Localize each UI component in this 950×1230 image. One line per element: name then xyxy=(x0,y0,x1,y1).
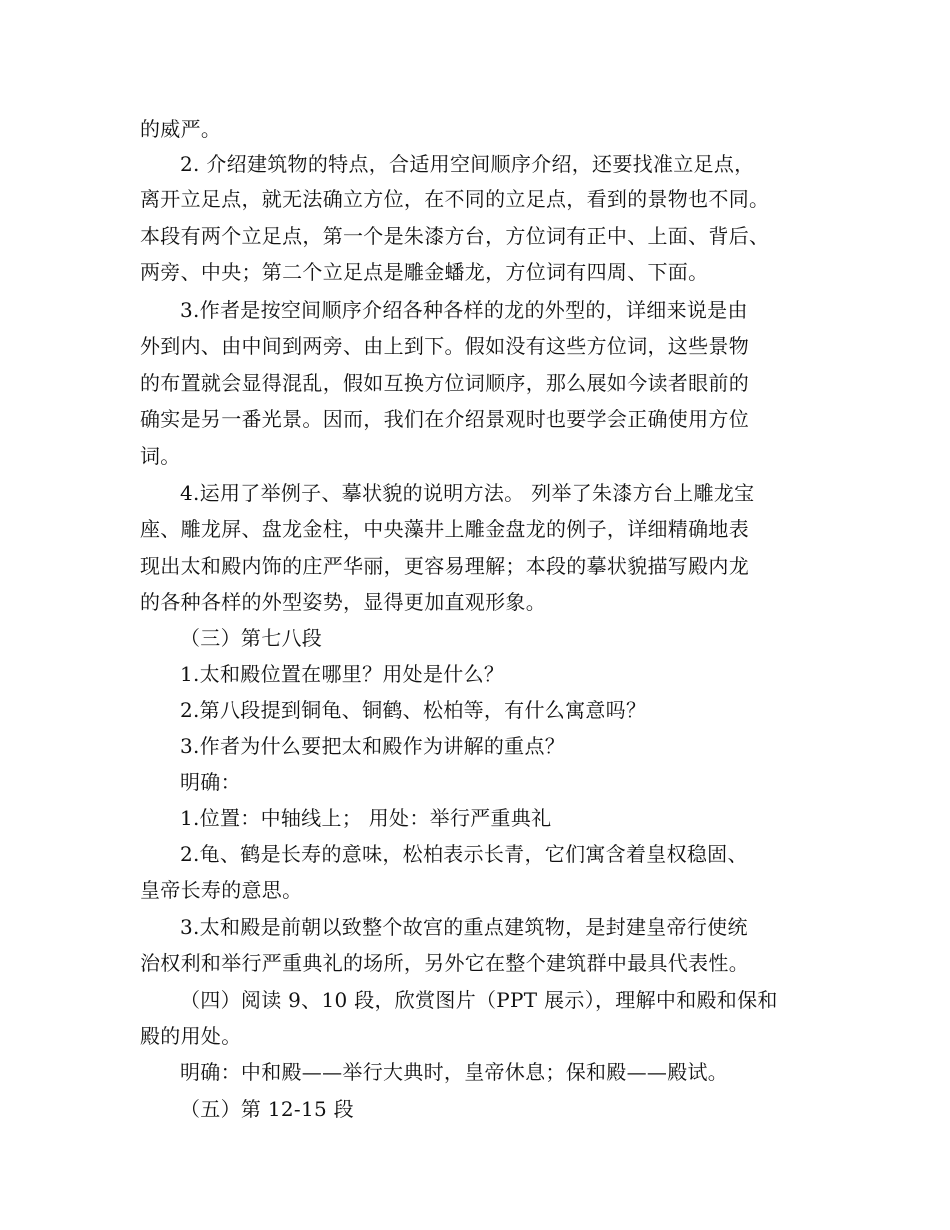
text-line: 3.作者是按空间顺序介绍各种各样的龙的外型的，详细来说是由 xyxy=(180,298,748,322)
text-line: 离开立足点，就无法确立方位，在不同的立足点，看到的景物也不同。 xyxy=(140,187,770,211)
text-line: 的布置就会显得混乱，假如互换方位词顺序，那么展如今读者眼前的 xyxy=(140,371,749,395)
text-line: 座、雕龙屏、盘龙金柱，中央藻井上雕金盘龙的例子，详细精确地表 xyxy=(140,517,749,541)
text-line: 的各种各样的外型姿势，显得更加直观形象。 xyxy=(140,590,546,614)
text-line: 本段有两个立足点，第一个是朱漆方台，方位词有正中、上面、背后、 xyxy=(140,224,770,248)
text-line: 的威严。 xyxy=(140,117,222,141)
text-line: 4.运用了举例子、摹状貌的说明方法。 列举了朱漆方台上雕龙宝 xyxy=(180,481,755,505)
text-line: 2. 介绍建筑物的特点，合适用空间顺序介绍，还要找准立足点， xyxy=(180,152,755,176)
text-line: 明确：中和殿——举行大典时，皇帝休息；保和殿——殿试。 xyxy=(180,1060,729,1084)
text-line: 2.第八段提到铜龟、铜鹤、松柏等，有什么寓意吗？ xyxy=(180,698,647,722)
section-heading: （三）第七八段 xyxy=(180,626,323,650)
section-heading: （四）阅读 9、10 段，欣赏图片（PPT 展示），理解中和殿和保和 xyxy=(180,988,778,1012)
section-heading: （五）第 12-15 段 xyxy=(180,1097,354,1121)
text-line: 外到内、由中间到两旁、由上到下。假如没有这些方位词，这些景物 xyxy=(140,334,749,358)
text-line: 2.龟、鹤是长寿的意味，松柏表示长青，它们寓含着皇权稳固、 xyxy=(180,842,748,866)
text-line: 治权利和举行严重典礼的场所，另外它在整个建筑群中最具代表性。 xyxy=(140,951,749,975)
text-line: 确实是另一番光景。因而，我们在介绍景观时也要学会正确使用方位 xyxy=(140,407,749,431)
text-line: 1.太和殿位置在哪里？用处是什么？ xyxy=(180,662,505,686)
text-line: 明确： xyxy=(180,770,241,794)
text-line: 两旁、中央；第二个立足点是雕金蟠龙，方位词有四周、下面。 xyxy=(140,260,709,284)
text-line: 皇帝长寿的意思。 xyxy=(140,878,303,902)
text-line: 1.位置：中轴线上； 用处：举行严重典礼 xyxy=(180,806,552,830)
text-line: 词。 xyxy=(140,444,181,468)
text-line: 3.作者为什么要把太和殿作为讲解的重点？ xyxy=(180,734,566,758)
text-line: 3.太和殿是前朝以致整个故宫的重点建筑物，是封建皇帝行使统 xyxy=(180,915,748,939)
text-line: 殿的用处。 xyxy=(140,1024,242,1048)
text-line: 现出太和殿内饰的庄严华丽，更容易理解；本段的摹状貌描写殿内龙 xyxy=(140,554,749,578)
